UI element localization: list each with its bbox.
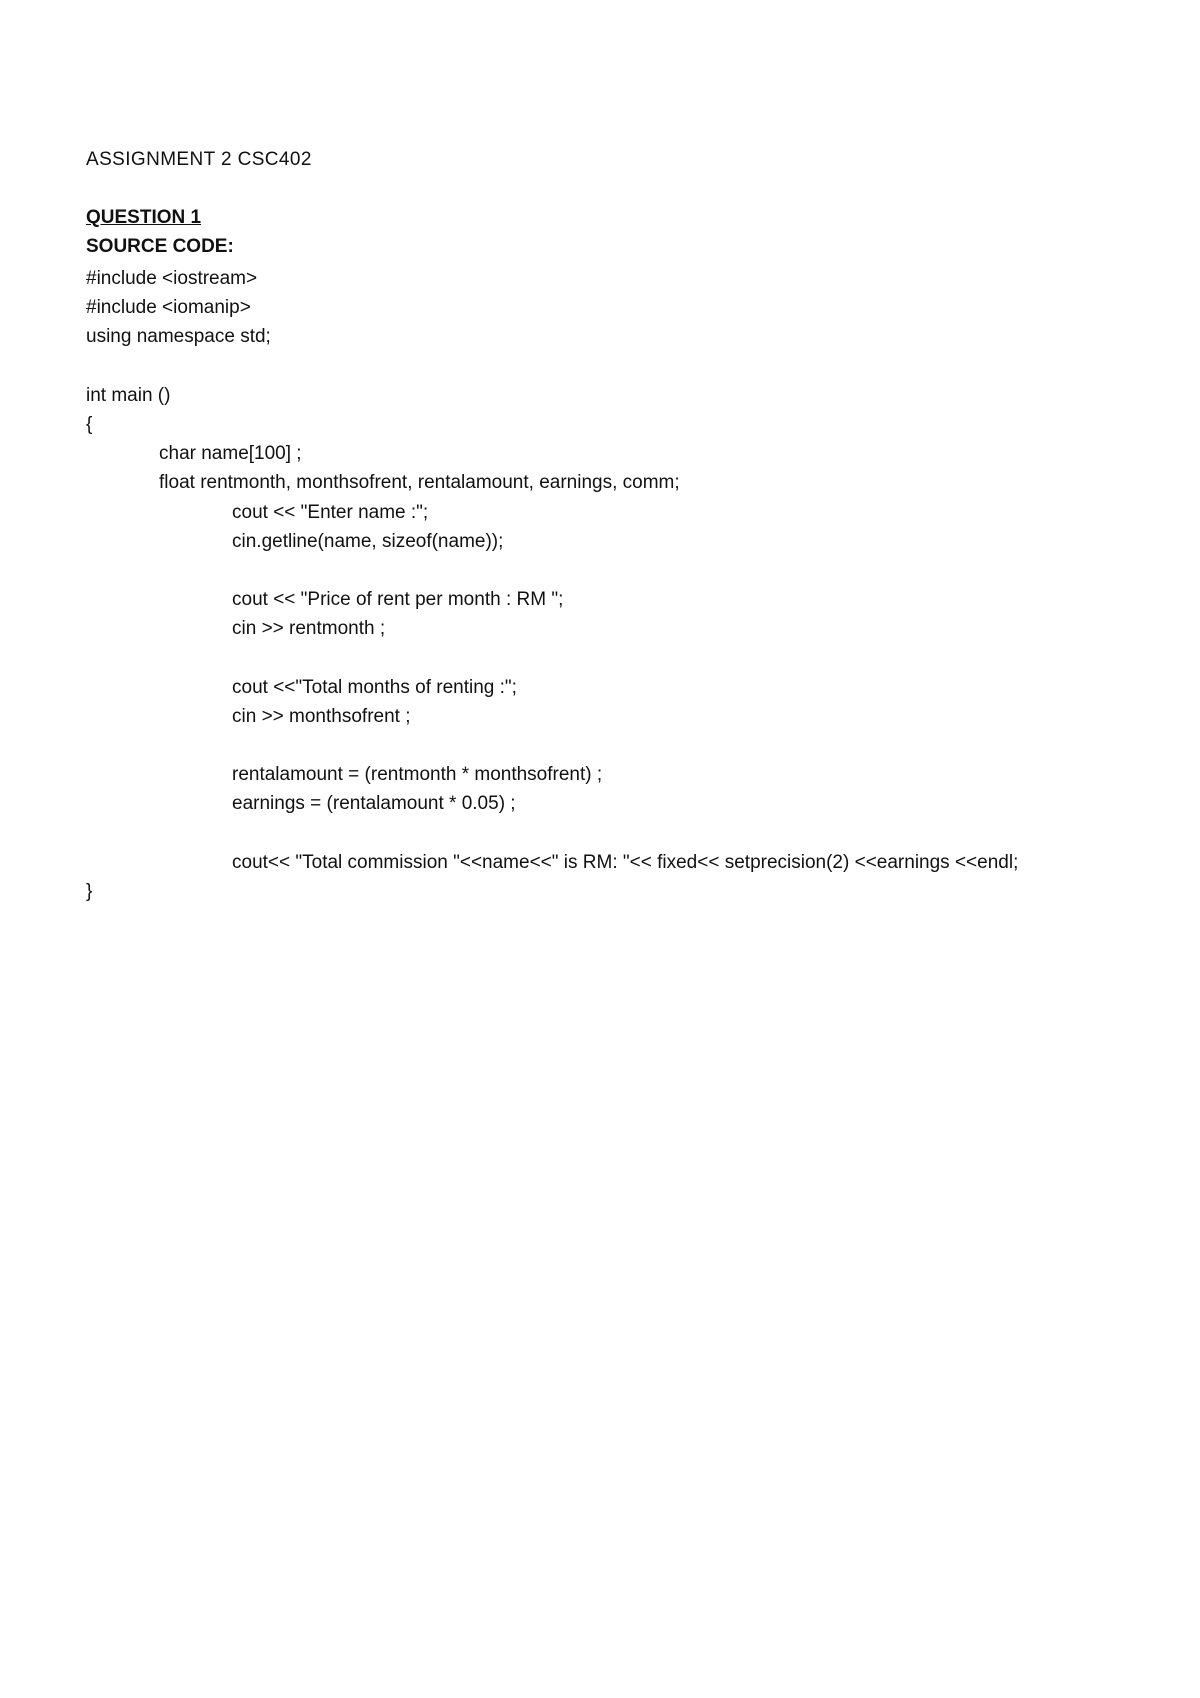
code-line: #include <iomanip> (86, 297, 251, 319)
code-line (86, 352, 1166, 381)
code-line (86, 643, 1166, 672)
code-line: int main () (86, 384, 171, 406)
code-line (86, 556, 1166, 585)
code-line: { (86, 413, 93, 435)
document-title: ASSIGNMENT 2 CSC402 (86, 149, 312, 170)
code-line: earnings = (rentalamount * 0.05) ; (232, 793, 516, 815)
code-line: rentalamount = (rentmonth * monthsofrent) ; (232, 764, 603, 786)
code-line: float rentmonth, monthsofrent, rentalamount, earnings, comm; (159, 472, 680, 494)
code-line: #include <iostream> (86, 268, 258, 289)
code-line (86, 731, 1166, 760)
code-line: cout << "Price of rent per month : RM "; (232, 589, 564, 611)
source-code-heading: SOURCE CODE: (86, 236, 234, 257)
question-heading: QUESTION 1 (86, 207, 202, 228)
code-line: using namespace std; (86, 326, 271, 348)
code-line: cin >> rentmonth ; (232, 618, 386, 640)
code-line: cin >> monthsofrent ; (232, 705, 411, 727)
code-line: char name[100] ; (159, 443, 302, 465)
code-line: cin.getline(name, sizeof(name)); (232, 530, 504, 552)
code-line: } (86, 880, 93, 902)
code-line: cout << "Enter name :"; (232, 501, 429, 523)
code-line: cout<< "Total commission "<<name<<" is RM: "<< fixed<< setprecision(2) <<earnings <<endl; (232, 851, 1019, 873)
source-code-block (86, 264, 1166, 906)
code-line (86, 819, 1166, 848)
code-line: cout <<"Total months of renting :"; (232, 676, 517, 698)
